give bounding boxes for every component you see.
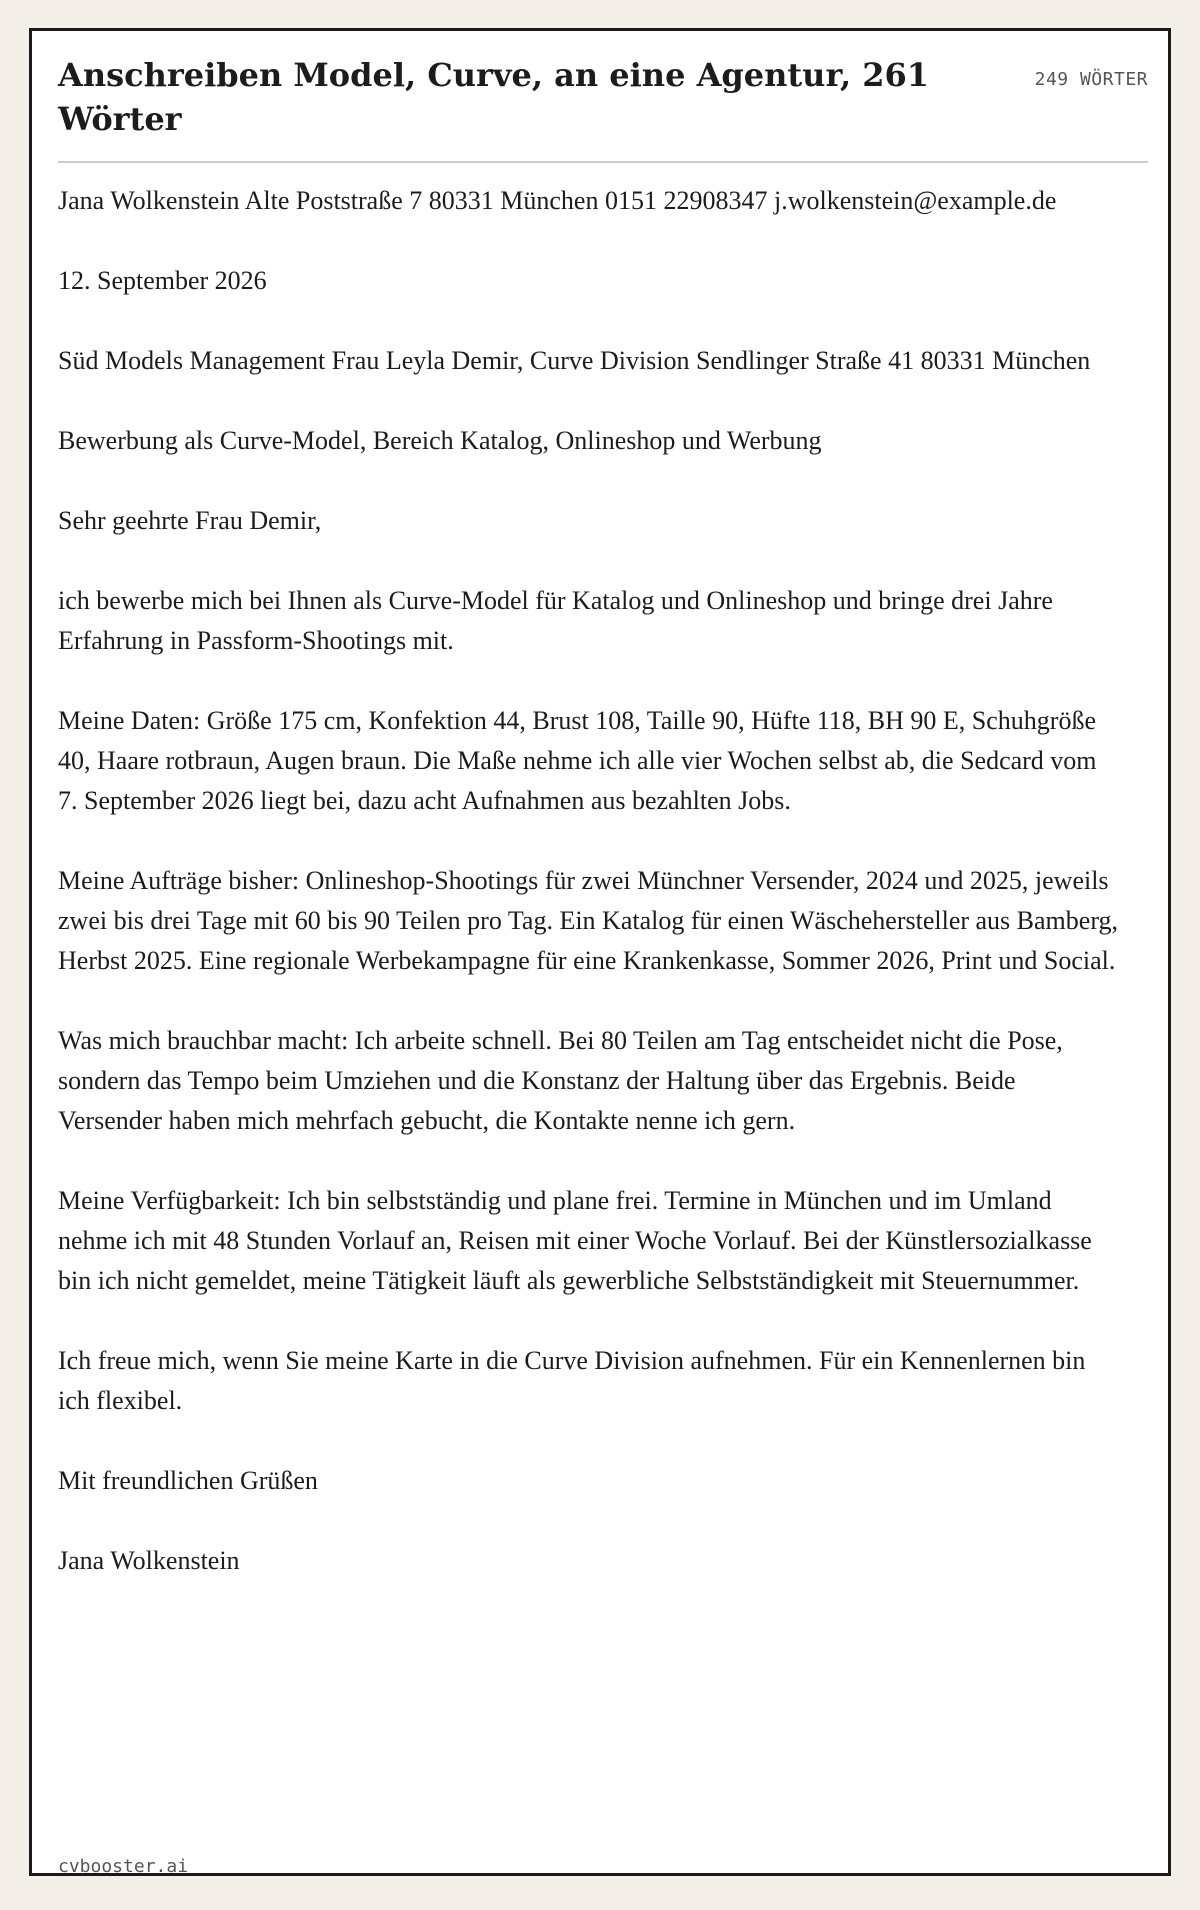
document-header (58, 53, 1148, 161)
paragraph-jobs: Meine Aufträge bisher: Onlineshop-Shootings für zwei Münchner Versender, 2024 und 2025, jeweils zwei bis drei Tage mit 60 bis 90 Teilen pro Tag. Ein Katalog für einen Wäschehersteller aus Bamberg, Herbst 2025. Eine regionale Werbekampagne für eine Krankenkasse, Sommer 2026, Print und Social. (58, 866, 1119, 975)
word-count-badge: 249 WÖRTER (1034, 69, 1148, 90)
signature-name: Jana Wolkenstein (58, 1546, 240, 1575)
salutation: Sehr geehrte Frau Demir, (58, 506, 322, 535)
paragraph-intro: ich bewerbe mich bei Ihnen als Curve-Model für Katalog und Onlineshop und bringe drei Jahre Erfahrung in Passform-Shootings mit. (58, 586, 1053, 655)
paragraph-strengths: Was mich brauchbar macht: Ich arbeite schnell. Bei 80 Teilen am Tag entscheidet nicht die Pose, sondern das Tempo beim Umziehen und die Konstanz der Haltung über das Ergebnis. Beide Versender haben mich mehrfach gebucht, die Kontakte nenne ich gern. (58, 1026, 1063, 1135)
footer-brand[interactable]: cvbooster.ai (58, 1856, 189, 1877)
letter-card (29, 28, 1171, 1876)
document-title: Anschreiben Model, Curve, an eine Agentur, 261 Wörter (58, 56, 930, 138)
letter-date: 12. September 2026 (58, 266, 267, 295)
paragraph-availability: Meine Verfügbarkeit: Ich bin selbstständig und plane frei. Termine in München und im Umland nehme ich mit 48 Stunden Vorlauf an, Reisen mit einer Woche Vorlauf. Bei der Künstlersozialkasse bin ich nicht gemeldet, meine Tätigkeit läuft als gewerbliche Selbstständigkeit mit Steuernummer. (58, 1186, 1092, 1295)
header-divider (58, 161, 1148, 163)
paragraph-closing: Ich freue mich, wenn Sie meine Karte in die Curve Division aufnehmen. Für ein Kennenlernen bin ich flexibel. (58, 1346, 1086, 1415)
letter-subject: Bewerbung als Curve-Model, Bereich Katalog, Onlineshop und Werbung (58, 426, 822, 455)
closing-formula: Mit freundlichen Grüßen (58, 1466, 318, 1495)
paragraph-data: Meine Daten: Größe 175 cm, Konfektion 44, Brust 108, Taille 90, Hüfte 118, BH 90 E, Schuhgröße 40, Haare rotbraun, Augen braun. Die Maße nehme ich alle vier Wochen selbst ab, die Sedcard vom 7. September 2026 liegt bei, dazu acht Aufnahmen aus bezahlten Jobs. (58, 706, 1097, 815)
recipient-block: Süd Models Management Frau Leyla Demir, Curve Division Sendlinger Straße 41 80331 München (58, 346, 1091, 375)
sender-block: Jana Wolkenstein Alte Poststraße 7 80331 München 0151 22908347 j.wolkenstein@example.de (58, 186, 1057, 215)
letter-body (58, 181, 1118, 1581)
